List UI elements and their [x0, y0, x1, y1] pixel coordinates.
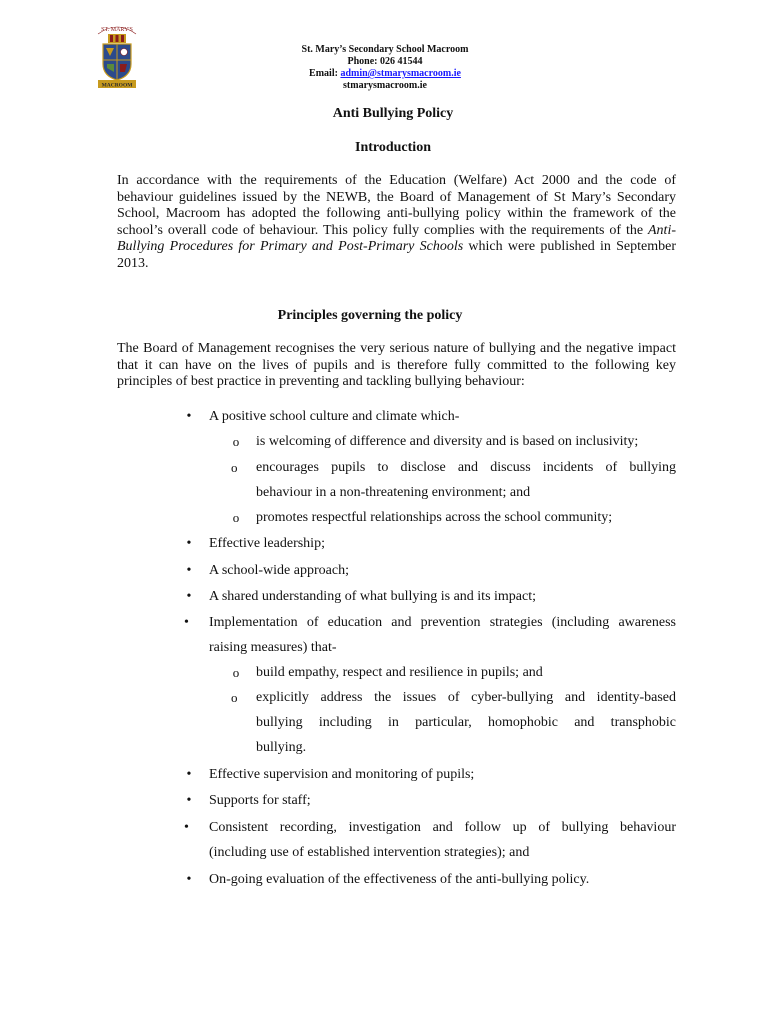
document-title: Anti Bullying Policy [332, 106, 454, 121]
bullet-icon: • [186, 409, 192, 424]
procedures-title: Anti-Bullying Procedures for Primary and Post-Primary Schools [117, 222, 676, 255]
bullet-icon: • [186, 536, 192, 551]
principles-heading: Principles governing the policy [277, 308, 463, 323]
list-item-continuation: (including use of established intervention strategies); and [209, 845, 530, 860]
sub-list-item: o promotes respectful relationships across the school community; [232, 510, 613, 525]
list-item: • On-going evaluation of the effectiveness of the anti-bullying policy. [209, 872, 676, 888]
crest-bottom-text: MACROOM [101, 82, 133, 89]
introduction-paragraph [117, 173, 676, 273]
list-item: • Effective leadership; [209, 536, 676, 552]
school-email-line [250, 68, 520, 80]
list-item: • Consistent recording, investigation and follow up of bullying behaviour [184, 820, 676, 835]
bullet-icon: • [186, 563, 192, 578]
letterhead [250, 44, 520, 92]
email-link[interactable]: admin@stmarysmacroom.ie [340, 68, 461, 79]
sub-list-item-continuation: bullying including in particular, homophobic and transphobic [256, 715, 676, 730]
school-phone: Phone: 026 41544 [347, 56, 423, 67]
introduction-heading: Introduction [355, 140, 431, 155]
bullet-icon: • [184, 615, 189, 630]
sub-list-item-continuation: bullying. [256, 740, 307, 755]
list-item: • A shared understanding of what bullying is and its impact; [209, 589, 676, 605]
bullet-icon: • [186, 767, 192, 782]
bullet-icon: • [186, 589, 192, 604]
sub-list-item-continuation: behaviour in a non-threatening environment; and [256, 485, 531, 500]
school-name: St. Mary’s Secondary School Macroom [301, 44, 469, 55]
sub-list-item: o explicitly address the issues of cyber-bullying and identity-based [231, 690, 676, 705]
sub-bullet-icon: o [231, 460, 238, 475]
crest-top-text: ST. MARY'S [101, 27, 133, 33]
sub-bullet-icon: o [232, 665, 240, 680]
sub-bullet-icon: o [231, 690, 238, 705]
sub-list-item: o build empathy, respect and resilience in pupils; and [232, 665, 543, 680]
list-item: • Effective supervision and monitoring of pupils; [209, 767, 676, 783]
list-item: • Implementation of education and prevention strategies (including awareness [184, 615, 676, 630]
school-website: stmarysmacroom.ie [343, 80, 427, 91]
bullet-icon: • [186, 872, 192, 887]
list-item: • A positive school culture and climate which- [209, 409, 676, 425]
list-item: • A school-wide approach; [209, 563, 676, 579]
principles-intro-paragraph: The Board of Management recognises the very serious nature of bullying and the negative impact that it can have on the lives of pupils and is therefore fully committed to the following key principles of best practice in preventing and tackling bullying behaviour: [117, 341, 676, 390]
sub-list-item: o encourages pupils to disclose and discuss incidents of bullying [231, 460, 676, 475]
sub-bullet-icon: o [232, 434, 240, 449]
list-item: • Supports for staff; [209, 793, 676, 809]
email-label: Email: [309, 68, 341, 79]
list-item-continuation: raising measures) that- [209, 640, 337, 655]
intro-text-2: which were published in September 2013. [117, 239, 677, 271]
sub-list-item: o is welcoming of difference and diversity and is based on inclusivity; [232, 434, 639, 449]
bullet-icon: • [186, 793, 192, 808]
intro-text-1: In accordance with the requirements of the Education (Welfare) Act 2000 and the code of behaviour guidelines issued by the NEWB, the Board of Management of St Mary’s Secondary School, Macroom has adopted the following anti-bullying policy within the framework of the school’s overall code of behaviour. This policy fully complies with the requirements of the [117, 173, 676, 238]
bullet-icon: • [184, 820, 189, 835]
sub-bullet-icon: o [232, 510, 240, 525]
school-crest-logo [94, 22, 140, 92]
